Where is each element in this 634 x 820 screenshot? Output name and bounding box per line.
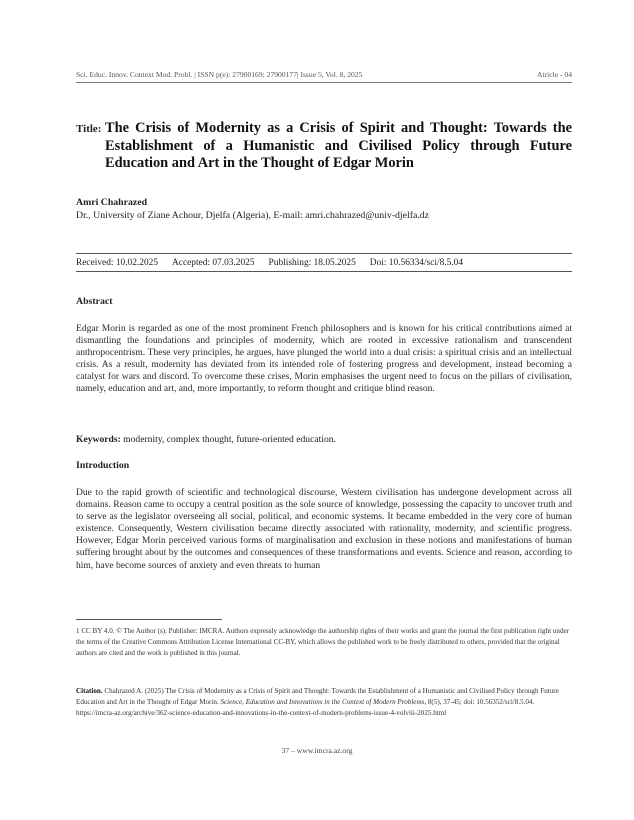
page-footer: 37 – www.imcra.az.org: [281, 746, 353, 755]
keywords: [76, 434, 572, 445]
doi: Doi: 10.56334/sci/8.5.04: [369, 258, 464, 268]
keywords-text: modernity, complex thought, future-oriented education.: [120, 434, 336, 445]
citation-text: Chahrazed A. (2025) The Crisis of Modernity as a Crisis of Spirit and Thought: Towards the Establishment of a Humanistic and Civilised Policy through Future Education and Art in the Thought of Edgar Morin.: [76, 687, 559, 706]
publication-dates: [76, 253, 572, 272]
running-head-article: Atricle - 04: [536, 70, 572, 79]
received-date: Received: 10.02.2025: [76, 258, 159, 268]
title-block: [76, 120, 572, 173]
publishing-date: Publishing: 18.05.2025: [268, 258, 356, 268]
author-block: [76, 197, 572, 221]
accepted-date: Accepted: 07.03.2025: [172, 258, 255, 268]
footnote: 1 CC BY 4.0. © The Author (s). Publisher: IMCRA. Authors expressly acknowledge the authorship rights of their works and grant the journal the first publication right under the terms of the Creative Commons Attribution License International CC-BY, which allows the published work to be freely distributed to others, provided that the original authors are cited and the work is published in this journal.: [76, 627, 570, 657]
introduction-heading: Introduction: [76, 460, 130, 471]
keywords-label: Keywords:: [76, 434, 121, 445]
author-affiliation: Dr., University of Ziane Achour, Djelfa (Algeria), E-mail: amri.chahrazed@univ-djelfa.dz: [76, 210, 430, 221]
citation: [76, 686, 572, 719]
abstract-heading: Abstract: [76, 296, 113, 307]
introduction-text: Due to the rapid growth of scientific and technological discourse, Western civilisation has undergone development across all domains. Reason came to occupy a central position as the sole source of knowledge, possessing the capacity to uncover truth and to serve as the legislator overseeing all social, political, and economic systems. It became embedded in the very core of human existence. Consequently, Western civilisation became directly associated with rationality, modernity, and scientific progress. However, Edgar Morin perceived various forms of marginalisation and exclusion in these notions and manifestations of human suffering brought about by the outcomes and consequences of these transformations and events. Science and reason, according to him, have become sources of anxiety and even threats to human: [76, 487, 572, 571]
citation-journal: Science, Education and Innovations in the Context of Modern Problems: [220, 697, 425, 706]
author-name: Amri Chahrazed: [76, 197, 148, 208]
footnote-rule: [76, 619, 222, 620]
citation-rest: , 8(5), 37-45; doi: 10.56352/sci/8.5.04. https://imcra-az.org/archive/362-science-education-and-innovations-in-the-context-of-modern-problems-issue-4-volviii-2025.html: [76, 697, 535, 717]
paper-title: The Crisis of Modernity as a Crisis of Spirit and Thought: Towards the Establishment of a Humanistic and Civilised Policy through Future Education and Art in the Thought of Edgar Morin: [105, 120, 572, 171]
running-head: [76, 70, 572, 83]
abstract-text: Edgar Morin is regarded as one of the most prominent French philosophers and is known for his critical contributions aimed at dismantling the foundations and principles of modernity, which are rooted in excessive rationalism and transcendent anthropocentrism. These very principles, he argues, have plunged the world into a dual crisis: a spiritual crisis and an intellectual crisis. As a result, modernity has deviated from its intended role of fostering progress and development, instead becoming a catalyst for wars and discord. To overcome these crises, Morin emphasises the urgent need to focus on the pillars of civilisation, namely, education and art, and, more importantly, to reform thought and critique blind reason.: [76, 323, 572, 395]
citation-label: Citation.: [76, 687, 103, 695]
title-label: Title:: [76, 123, 102, 135]
running-head-journal: Sci. Educ. Innov. Context Mod. Probl. | ISSN p(e): 27900169; 27900177| Issue 5, Vol. 8, 2025: [76, 70, 363, 79]
